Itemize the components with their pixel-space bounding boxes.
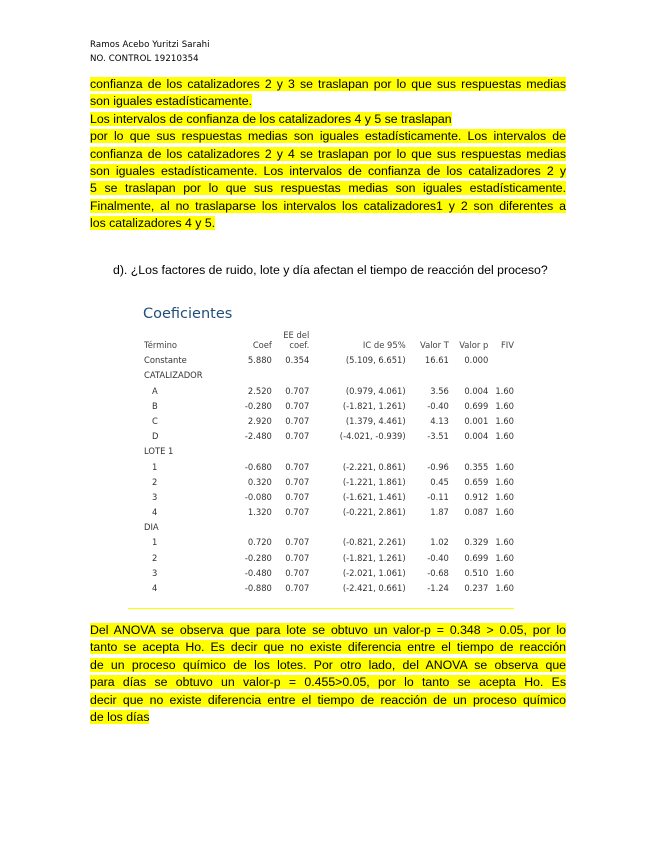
group-row bbox=[144, 365, 514, 380]
cell-term: 1 bbox=[152, 537, 158, 548]
cell-vif: 1.60 bbox=[495, 385, 514, 396]
author-name: Ramos Acebo Yuritzi Sarahi bbox=[90, 40, 210, 50]
cell-vif: 1.60 bbox=[495, 400, 514, 411]
cell-t: -0.40 bbox=[427, 552, 449, 563]
cell-t: -0.11 bbox=[427, 491, 449, 502]
cell-vif: 1.60 bbox=[495, 491, 514, 502]
paragraph-line: confianza de los catalizadores 2 y 4 se traslapan por lo que sus respuestas medias bbox=[90, 146, 566, 161]
cell-coef: 2.520 bbox=[247, 385, 272, 396]
cell-ci: (-2.221, 0.861) bbox=[342, 461, 406, 472]
paragraph-line: Finalmente, al no traslaparse los intervalos los catalizadores1 y 2 son diferentes a bbox=[90, 198, 566, 213]
cell-term: A bbox=[152, 385, 158, 396]
table-row bbox=[144, 502, 514, 517]
cell-p: 0.001 bbox=[464, 415, 489, 426]
cell-p: 0.000 bbox=[464, 355, 489, 366]
cell-vif: 1.60 bbox=[495, 583, 514, 593]
cell-coef: 0.320 bbox=[247, 476, 272, 487]
table-row bbox=[144, 487, 514, 502]
cell-se: 0.707 bbox=[285, 491, 310, 502]
cell-term: 2 bbox=[152, 552, 158, 563]
cell-vif bbox=[488, 350, 514, 365]
paragraph-line: por lo que sus respuestas medias son iguales estadísticamente. Los intervalos de bbox=[90, 129, 566, 144]
cell-p: 0.699 bbox=[464, 552, 489, 563]
group-label: LOTE 1 bbox=[144, 446, 174, 457]
cell-coef: -0.280 bbox=[244, 400, 272, 411]
paragraph-line: Los intervalos de confianza de los catalizadores 4 y 5 se traslapan bbox=[90, 111, 452, 126]
cell-term: Constante bbox=[144, 355, 187, 366]
cell-vif: 1.60 bbox=[495, 507, 514, 518]
cell-ci: (-1.621, 1.461) bbox=[342, 491, 406, 502]
header-ci: IC de 95% bbox=[362, 340, 406, 350]
table-separator-line bbox=[128, 608, 514, 609]
cell-se: 0.707 bbox=[285, 400, 310, 411]
coefficients-table-figure bbox=[128, 300, 514, 612]
paragraph-line: decir que no existe diferencia entre el tiempo de reacción de un proceso químico bbox=[90, 692, 566, 707]
paragraph-line: para días se obtuvo un valor-p = 0.455>0.05, por lo tanto se acepta Ho. Es bbox=[90, 675, 566, 690]
anova-conclusion-paragraph bbox=[90, 622, 566, 726]
table-row bbox=[144, 547, 514, 562]
control-number: NO. CONTROL 19210354 bbox=[90, 54, 199, 64]
header-vif: FIV bbox=[500, 340, 514, 350]
cell-se: 0.707 bbox=[285, 415, 310, 426]
cell-t: -3.51 bbox=[427, 431, 449, 442]
catalyst-intervals-paragraph bbox=[90, 76, 566, 233]
group-label: CATALIZADOR bbox=[144, 370, 203, 381]
cell-ci: (1.379, 4.461) bbox=[345, 415, 406, 426]
cell-t: -0.96 bbox=[427, 461, 449, 472]
cell-vif: 1.60 bbox=[495, 567, 514, 578]
cell-term: 4 bbox=[152, 507, 158, 518]
header-p: Valor p bbox=[459, 340, 489, 350]
cell-coef: -0.880 bbox=[244, 583, 272, 593]
cell-ci: (-2.421, 0.661) bbox=[342, 583, 406, 593]
cell-vif: 1.60 bbox=[495, 476, 514, 487]
cell-term: B bbox=[152, 400, 158, 411]
cell-t: -0.40 bbox=[427, 400, 449, 411]
coefficients-table bbox=[144, 330, 514, 593]
paragraph-line: de los días bbox=[90, 710, 150, 725]
cell-coef: -0.480 bbox=[244, 567, 272, 578]
cell-se: 0.707 bbox=[285, 507, 310, 518]
table-row bbox=[144, 350, 514, 365]
cell-p: 0.004 bbox=[464, 431, 489, 442]
group-row bbox=[144, 517, 514, 532]
cell-t: 1.02 bbox=[430, 537, 449, 548]
cell-coef: -0.680 bbox=[244, 461, 272, 472]
cell-coef: 1.320 bbox=[247, 507, 272, 518]
cell-ci: (-1.821, 1.261) bbox=[342, 552, 406, 563]
cell-vif: 1.60 bbox=[495, 431, 514, 442]
table-row bbox=[144, 563, 514, 578]
cell-p: 0.510 bbox=[464, 567, 489, 578]
cell-se: 0.707 bbox=[285, 567, 310, 578]
cell-se: 0.707 bbox=[285, 552, 310, 563]
paragraph-line: son iguales estadísticamente. Los intervalos de confianza de los catalizadores 2 y bbox=[90, 164, 566, 179]
cell-vif: 1.60 bbox=[495, 537, 514, 548]
cell-p: 0.912 bbox=[464, 491, 489, 502]
cell-p: 0.329 bbox=[464, 537, 489, 548]
cell-ci: (-1.221, 1.861) bbox=[342, 476, 406, 487]
cell-coef: 5.880 bbox=[247, 355, 272, 366]
cell-ci: (-0.221, 2.861) bbox=[342, 507, 406, 518]
cell-ci: (5.109, 6.651) bbox=[345, 355, 406, 366]
cell-ci: (-1.821, 1.261) bbox=[342, 400, 406, 411]
question-d: d). ¿Los factores de ruido, lote y día afectan el tiempo de reacción del proceso? bbox=[113, 263, 548, 277]
table-row bbox=[144, 411, 514, 426]
cell-coef: -2.480 bbox=[244, 431, 272, 442]
header-term: Término bbox=[144, 340, 178, 350]
cell-vif: 1.60 bbox=[495, 552, 514, 563]
cell-term: 3 bbox=[152, 491, 158, 502]
cell-term: D bbox=[152, 431, 159, 442]
header-coef: Coef bbox=[252, 340, 272, 350]
cell-coef: 2.920 bbox=[247, 415, 272, 426]
table-row bbox=[144, 456, 514, 471]
table-header-row bbox=[144, 330, 514, 350]
header-se-top: EE del bbox=[283, 330, 310, 340]
cell-se: 0.707 bbox=[285, 461, 310, 472]
cell-se: 0.707 bbox=[285, 537, 310, 548]
cell-t: 3.56 bbox=[430, 385, 449, 396]
cell-vif: 1.60 bbox=[495, 461, 514, 472]
cell-term: 4 bbox=[152, 583, 158, 593]
cell-vif: 1.60 bbox=[495, 415, 514, 426]
table-row bbox=[144, 426, 514, 441]
cell-se: 0.707 bbox=[285, 431, 310, 442]
cell-t: 4.13 bbox=[430, 415, 449, 426]
paragraph-line: 5 se traslapan por lo que sus respuestas medias son iguales estadísticamente. bbox=[90, 181, 566, 196]
cell-t: -0.68 bbox=[427, 567, 449, 578]
cell-p: 0.237 bbox=[464, 583, 489, 593]
cell-ci: (-2.021, 1.061) bbox=[342, 567, 406, 578]
cell-term: 2 bbox=[152, 476, 158, 487]
header-se-bottom: coef. bbox=[289, 340, 310, 350]
cell-term: 3 bbox=[152, 567, 158, 578]
group-label: DIA bbox=[144, 522, 159, 533]
paragraph-line: tanto se acepta Ho. Es decir que no existe diferencia entre el tiempo de reacción bbox=[90, 640, 566, 655]
table-row bbox=[144, 472, 514, 487]
group-row bbox=[144, 441, 514, 456]
cell-p: 0.087 bbox=[464, 507, 489, 518]
cell-coef: -0.280 bbox=[244, 552, 272, 563]
cell-term: 1 bbox=[152, 461, 158, 472]
table-row bbox=[144, 578, 514, 593]
table-row bbox=[144, 396, 514, 411]
header-se bbox=[272, 330, 309, 350]
paragraph-line: Del ANOVA se observa que para lote se obtuvo un valor-p = 0.348 > 0.05, por lo bbox=[90, 623, 566, 637]
cell-t: 0.45 bbox=[430, 476, 449, 487]
cell-ci: (-0.821, 2.261) bbox=[342, 537, 406, 548]
cell-coef: 0.720 bbox=[247, 537, 272, 548]
cell-term: C bbox=[152, 415, 158, 426]
paragraph-line: confianza de los catalizadores 2 y 3 se traslapan por lo que sus respuestas medias bbox=[90, 77, 566, 91]
cell-coef: -0.080 bbox=[244, 491, 272, 502]
cell-se: 0.707 bbox=[285, 583, 310, 593]
cell-p: 0.699 bbox=[464, 400, 489, 411]
cell-t: 1.87 bbox=[430, 507, 449, 518]
document-header bbox=[90, 38, 210, 66]
table-title: Coeficientes bbox=[143, 306, 233, 322]
cell-t: -1.24 bbox=[427, 583, 449, 593]
cell-p: 0.004 bbox=[464, 385, 489, 396]
paragraph-line: son iguales estadísticamente. bbox=[90, 94, 253, 109]
header-t: Valor T bbox=[420, 340, 449, 350]
paragraph-line: de un proceso químico de los lotes. Por otro lado, del ANOVA se observa que bbox=[90, 657, 566, 672]
cell-se: 0.354 bbox=[285, 355, 310, 366]
paragraph-line: los catalizadores 4 y 5. bbox=[90, 216, 216, 231]
cell-se: 0.707 bbox=[285, 385, 310, 396]
cell-t: 16.61 bbox=[424, 355, 449, 366]
cell-p: 0.355 bbox=[464, 461, 489, 472]
cell-se: 0.707 bbox=[285, 476, 310, 487]
table-row bbox=[144, 532, 514, 547]
cell-ci: (0.979, 4.061) bbox=[345, 385, 406, 396]
cell-p: 0.659 bbox=[464, 476, 489, 487]
cell-ci: (-4.021, -0.939) bbox=[339, 431, 406, 442]
table-row bbox=[144, 380, 514, 395]
